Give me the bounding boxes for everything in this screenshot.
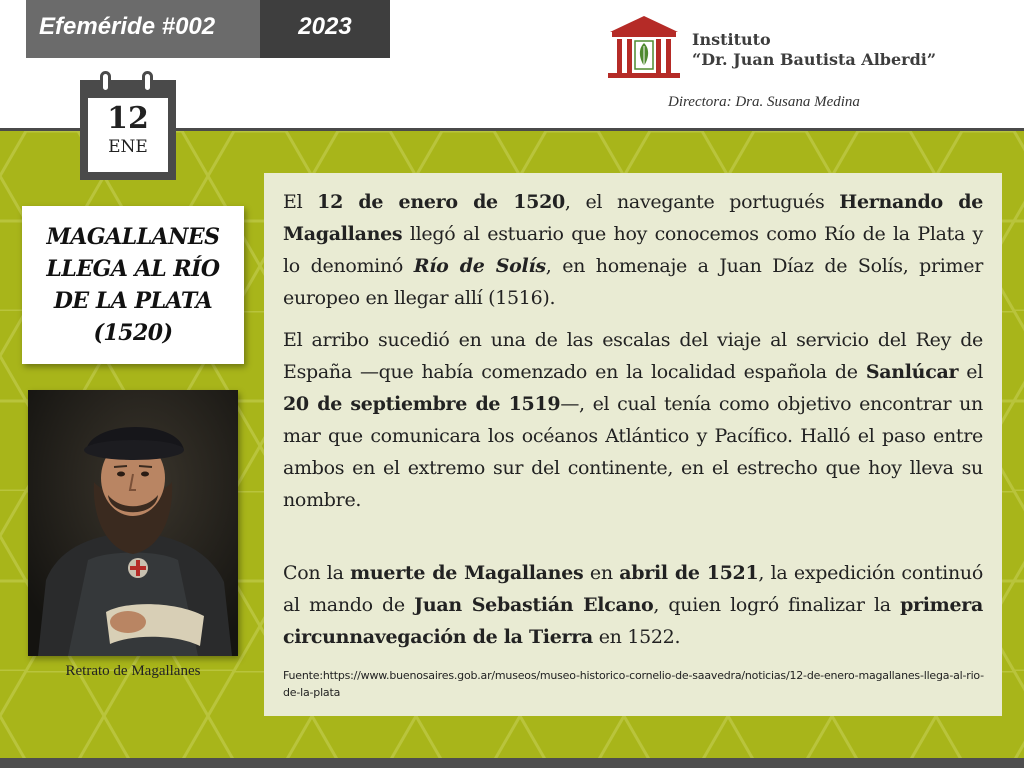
paragraph-3: Con la muerte de Magallanes en abril de 1521, la expedición continuó al mando de Juan Sebastián Elcano, quien logró finalizar la primera circunnavegación de la Tierra en 1522. [283,562,983,648]
title-line-3: DE LA PLATA [53,288,213,314]
footer-bar [0,758,1024,768]
content-panel [264,173,1002,716]
title-line-4: (1520) [93,320,173,346]
year-label: 2023 [260,0,390,58]
page-title [46,221,219,349]
paragraph-2: El arribo sucedió en una de las escalas del viaje al servicio del Rey de España —que había comenzado en la localidad española de Sanlúcar el 20 de septiembre de 1519—, el cual tenía como objetivo encontrar un mar que comunicara los océanos Atlántico y Pacífico. Halló el paso entre ambos en el extremo sur del continente, en el estrecho que hoy lleva su nombre. [283,329,983,511]
source-citation: Fuente:https://www.buenosaires.gob.ar/museos/museo-historico-cornelio-de-saavedra/noticias/12-de-enero-magallanes-llega-al-rio-de-la-plata [283,669,984,699]
calendar-icon [80,80,176,180]
calendar-ring-right [142,71,153,93]
title-card [22,206,244,364]
efemeride-label: Efeméride #002 [26,0,260,58]
title-line-1: MAGALLANES [46,224,220,250]
calendar-face [88,98,168,172]
directora-label: Directora: Dra. Susana Medina [668,94,860,110]
institution-name [692,30,992,70]
title-line-2: LLEGA AL RÍO [46,256,220,282]
paragraph-1: El 12 de enero de 1520, el navegante portugués Hernando de Magallanes llegó al estuario que hoy conocemos como Río de la Plata y lo denominó Río de Solís, en homenaje a Juan Díaz de Solís, primer europeo en llegar allí (1516). [283,191,983,309]
institution-line-1: Instituto [692,30,771,49]
institute-building-icon [604,14,684,82]
calendar-month: ENE [108,137,148,157]
institution-line-2: “Dr. Juan Bautista Alberdi” [692,50,937,69]
calendar-ring-left [100,71,111,93]
portrait-caption: Retrato de Magallanes [65,663,201,679]
calendar-day: 12 [107,101,149,136]
portrait-illustration [28,390,238,656]
magallanes-portrait [28,390,238,656]
